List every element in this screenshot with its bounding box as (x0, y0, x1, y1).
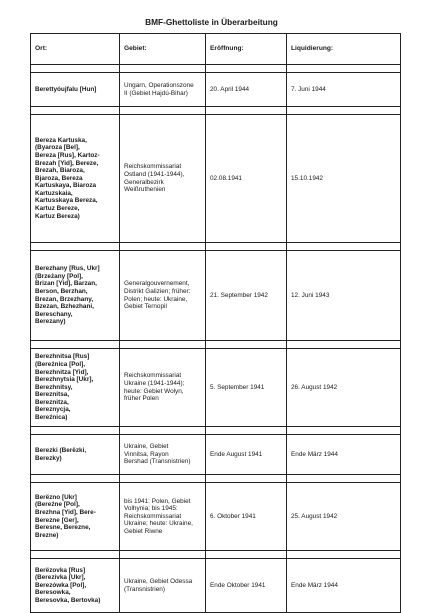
ort-cell (31, 435, 120, 475)
spacer-cell (287, 427, 401, 435)
spacer-cell (287, 341, 401, 349)
ort-cell-line: Brezah, Biaroza, (35, 167, 85, 175)
gebiet-cell-line: Ungarn, Operationszone (124, 81, 194, 89)
spacer-cell (31, 65, 120, 73)
spacer-cell (206, 243, 287, 251)
gebiet-cell-line: Volhynia; bis 1945: (124, 505, 178, 513)
liquidierung-cell: 25. August 1942 (287, 483, 401, 551)
spacer-cell (120, 427, 206, 435)
ort-cell-line: Bereschany, (35, 310, 73, 318)
spacer-cell (31, 427, 120, 435)
gebiet-cell (120, 483, 206, 551)
ort-cell-line: Kartuzskaia, (35, 189, 73, 197)
gebiet-cell-line: Gebiet Ternopil (124, 303, 167, 311)
ort-cell-line: Brezne) (35, 531, 59, 539)
gebiet-cell-line: (Transnistrien) (124, 585, 165, 593)
eroeffnung-cell: 6. Oktober 1941 (206, 483, 287, 551)
table-row (31, 435, 401, 475)
spacer-cell (287, 243, 401, 251)
ort-cell-line: Berezhnitsa [Rus] (35, 353, 90, 361)
gebiet-cell-line: II (Gebiet Hajdú-Bihar) (124, 89, 188, 97)
eroeffnung-cell: Ende August 1941 (206, 435, 287, 475)
eroeffnung-cell: Ende Oktober 1941 (206, 559, 287, 613)
ort-cell-line: Berson, Berzhan, (35, 287, 88, 295)
row-spacer (31, 551, 401, 559)
liquidierung-cell: Ende März 1944 (287, 435, 401, 475)
spacer-cell (31, 107, 120, 115)
gebiet-cell-line: Ukraine (1941-1944); (124, 379, 185, 387)
gebiet-cell-line: bis 1941: Polen, Gebiet (124, 497, 191, 505)
spacer-cell (31, 341, 120, 349)
ort-cell-line: Berezhany [Rus, Ukr] (35, 265, 100, 273)
ort-cell-line: Berezhnitsy, (35, 383, 73, 391)
liquidierung-cell: 12. Juni 1943 (287, 251, 401, 341)
ort-cell-line: Kartuz Bereza) (35, 212, 80, 220)
spacer-cell (287, 65, 401, 73)
header-ort: Ort: (31, 34, 120, 65)
table-row (31, 73, 401, 107)
gebiet-cell (120, 435, 206, 475)
spacer-cell (120, 475, 206, 483)
ort-cell (31, 251, 120, 341)
ort-cell (31, 559, 120, 613)
spacer-cell (287, 551, 401, 559)
gebiet-cell-line: Reichskommissariat (124, 512, 182, 520)
ort-cell (31, 349, 120, 427)
row-spacer (31, 475, 401, 483)
ort-cell-line: Kartusskaya Bereza, (35, 197, 98, 205)
spacer-cell (120, 551, 206, 559)
spacer-cell (31, 243, 120, 251)
ort-cell-line: Berëzovka [Rus] (35, 566, 86, 574)
spacer-cell (120, 65, 206, 73)
table-row (31, 483, 401, 551)
ort-cell-line: Berezki (Berëzki, (35, 446, 87, 454)
ort-cell-line: Brizan [Yid], Barzan, (35, 280, 97, 288)
gebiet-cell-line: Polen; heute: Ukraine, (124, 295, 188, 303)
ort-cell-line: Bereźnica) (35, 414, 68, 422)
ort-cell-line: Brezhna [Yid], Bere- (35, 508, 96, 516)
spacer-cell (206, 341, 287, 349)
ort-cell-line: Bereza Kartuska, (35, 136, 87, 144)
gebiet-cell-line: Bershad (Transnistrien) (124, 458, 191, 466)
liquidierung-cell: 26. August 1942 (287, 349, 401, 427)
ort-cell-line: Berëzno [Ukr] (35, 493, 77, 501)
gebiet-cell (120, 251, 206, 341)
gebiet-cell-line: Reichskommissariat (124, 372, 182, 380)
ort-cell-line: Bereznitsa, (35, 391, 70, 399)
gebiet-cell-line: Gebiet Riwne (124, 527, 163, 535)
ghetto-table (30, 33, 401, 613)
ort-cell-line: Beresne, Berezne, (35, 524, 91, 532)
ort-cell-line: Bereza [Rus], Kartoz- (35, 151, 100, 159)
gebiet-cell (120, 73, 206, 107)
ort-cell-line: (Bereźne [Pol], (35, 501, 80, 509)
document-title: BMF-Ghettoliste in Überarbeitung (145, 17, 278, 27)
spacer-cell (206, 427, 287, 435)
table-row (31, 349, 401, 427)
spacer-cell (206, 107, 287, 115)
gebiet-cell-line: heute: Gebiet Wolyn, (124, 387, 184, 395)
ort-cell-line: Bzezan, Bzhezhani, (35, 303, 94, 311)
gebiet-cell-line: Ukraine, Gebiet Odessa (124, 577, 193, 585)
table-row (31, 559, 401, 613)
row-spacer (31, 341, 401, 349)
gebiet-cell-line: Ukraine, Gebiet (124, 443, 169, 451)
ort-cell-line: Berezany) (35, 318, 66, 326)
row-spacer (31, 65, 401, 73)
ort-cell-line: Kartuz Bereze, (35, 205, 80, 213)
ort-cell-line: Kartuskaya, Biaroza (35, 182, 97, 190)
gebiet-cell-line: früher Polen (124, 395, 159, 403)
ort-cell-line: Bereznitza, (35, 398, 69, 406)
ort-cell-line: (Berezivka [Ukr], (35, 574, 86, 582)
ort-cell-line: Berezky) (35, 454, 62, 462)
gebiet-cell (120, 559, 206, 613)
ort-cell-line: Bjaroza, Bereza (35, 174, 83, 182)
header-gebiet: Gebiet: (120, 34, 206, 65)
spacer-cell (120, 341, 206, 349)
liquidierung-cell: 15.10.1942 (287, 115, 401, 243)
row-spacer (31, 243, 401, 251)
table-header-row (31, 34, 401, 65)
gebiet-cell-line: Reichskommissariat (124, 163, 182, 171)
ort-cell-line: Berezówka [Pol], (35, 581, 87, 589)
spacer-cell (31, 551, 120, 559)
spacer-cell (287, 475, 401, 483)
eroeffnung-cell: 02.08.1941 (206, 115, 287, 243)
eroeffnung-cell: 21. September 1942 (206, 251, 287, 341)
ort-cell-line: Bereznycja, (35, 406, 71, 414)
gebiet-cell-line: Distrikt Galizien; früher: (124, 287, 191, 295)
table-row (31, 251, 401, 341)
spacer-cell (120, 107, 206, 115)
ort-cell-line: (Brzeżany [Pol], (35, 272, 83, 280)
spacer-cell (31, 475, 120, 483)
gebiet-cell-line: Generalgouvernement, (124, 280, 190, 288)
gebiet-cell-line: Generalbezirk (124, 178, 164, 186)
gebiet-cell (120, 115, 206, 243)
gebiet-cell (120, 349, 206, 427)
ort-cell-line: Brezan, Brzezhany, (35, 295, 94, 303)
ort-cell-line: Beresowka, (35, 589, 71, 597)
spacer-cell (206, 65, 287, 73)
gebiet-cell-line: Ukraine; heute: Ukraine, (124, 520, 193, 528)
ort-cell-line: (Bereźnica [Pol], (35, 360, 86, 368)
liquidierung-cell: Ende März 1944 (287, 559, 401, 613)
table-row (31, 115, 401, 243)
ort-cell (31, 73, 120, 107)
header-liquidierung: Liquidierung: (287, 34, 401, 65)
spacer-cell (287, 107, 401, 115)
spacer-cell (206, 551, 287, 559)
ort-cell-line: Berettyóujfalu [Hun] (35, 85, 97, 93)
gebiet-cell-line: Weißruthenien (124, 186, 166, 194)
ort-cell-line: Beresovka, Bertovka) (35, 596, 101, 604)
eroeffnung-cell: 20. April 1944 (206, 73, 287, 107)
header-eroeffnung: Eröffnung: (206, 34, 287, 65)
liquidierung-cell: 7. Juni 1944 (287, 73, 401, 107)
spacer-cell (206, 475, 287, 483)
eroeffnung-cell: 5. September 1941 (206, 349, 287, 427)
ort-cell-line: (Byaroza [Bel], (35, 144, 80, 152)
gebiet-cell-line: Vinnitsa, Rayon (124, 450, 169, 458)
ort-cell-line: Berezhnitza [Yid], (35, 368, 89, 376)
row-spacer (31, 107, 401, 115)
ort-cell-line: Brezah [Yid], Bereze, (35, 159, 99, 167)
row-spacer (31, 427, 401, 435)
ort-cell-line: Berezne [Ger], (35, 516, 79, 524)
gebiet-cell-line: Ostland (1941-1944), (124, 170, 185, 178)
spacer-cell (120, 243, 206, 251)
ort-cell (31, 483, 120, 551)
ort-cell (31, 115, 120, 243)
ort-cell-line: Berezhnytsia [Ukr], (35, 376, 94, 384)
